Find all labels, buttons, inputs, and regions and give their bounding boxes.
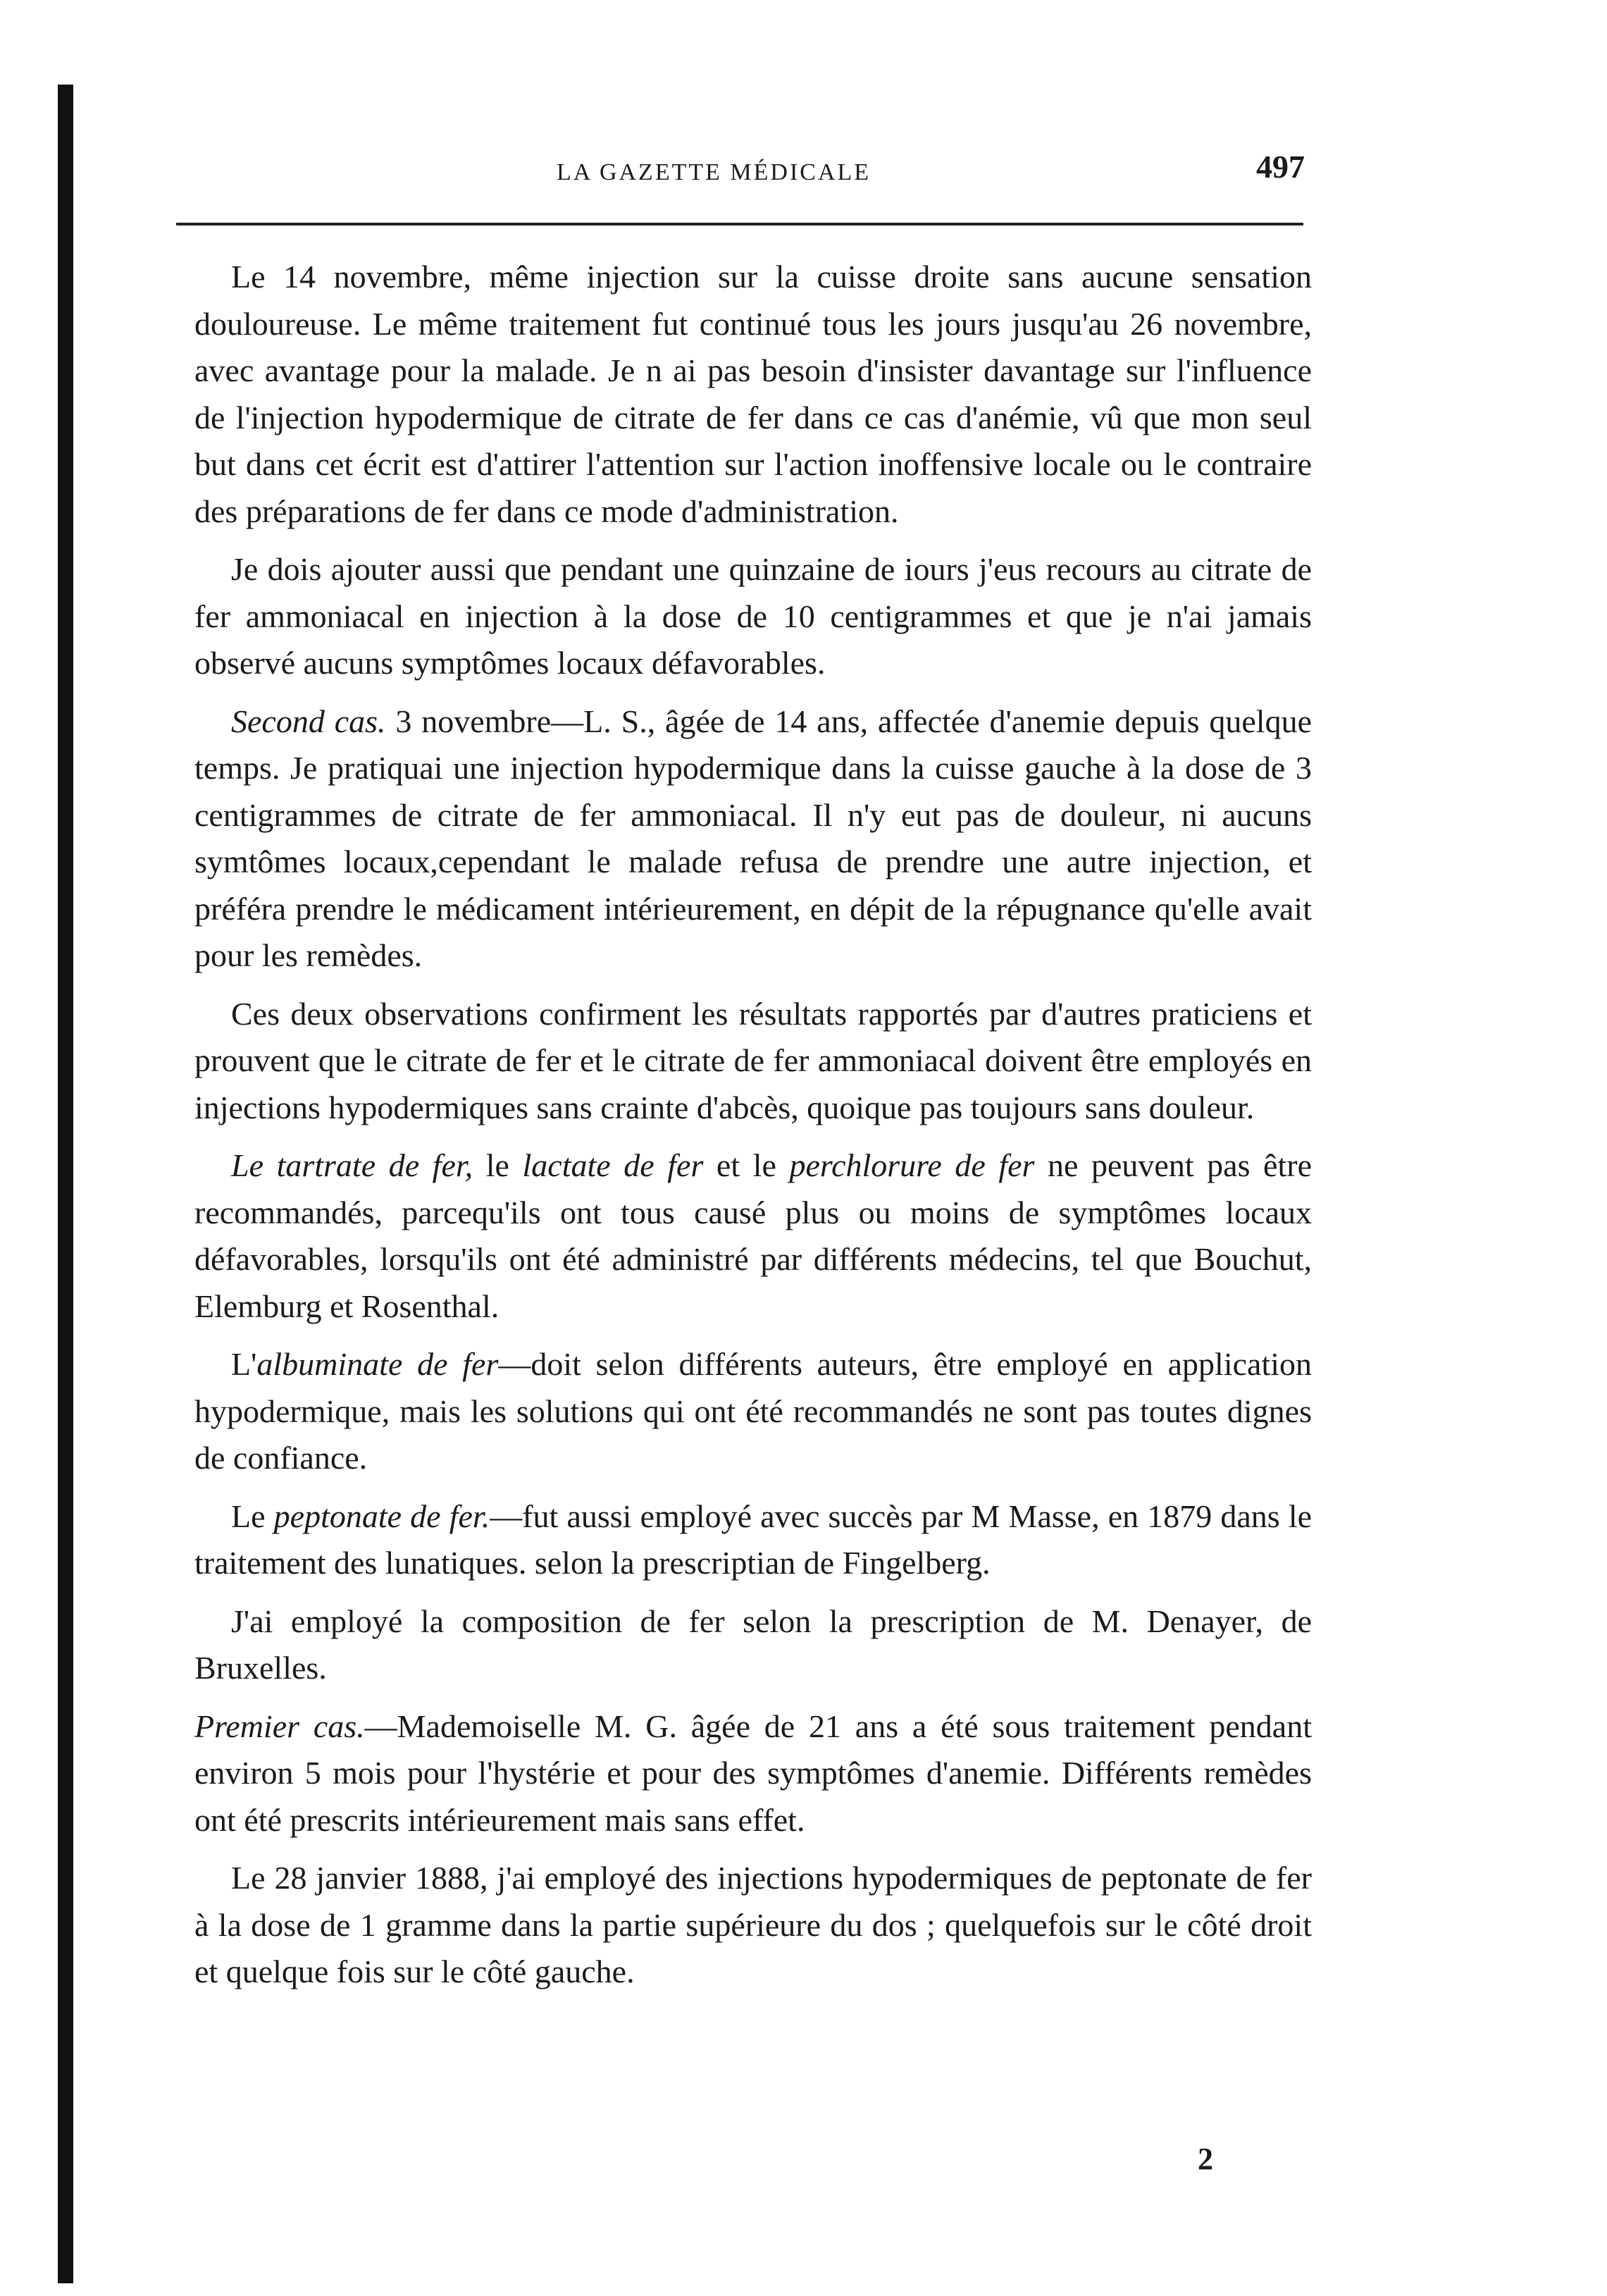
compound-name: albuminate de fer	[256, 1346, 499, 1382]
case-heading: Second cas.	[231, 703, 386, 739]
paragraph-8	[194, 1598, 1312, 1692]
paragraph-4	[194, 991, 1312, 1132]
paragraph-text: J'ai employé la composition de fer selon la prescription de M. Denayer, de Bruxelles.	[194, 1603, 1312, 1686]
paragraph-text: —fut aussi employé avec succès par M Masse, en 1879 dans le traitement des lunatiques. selon la prescriptian de Fingelberg.	[194, 1498, 1313, 1581]
paragraph-text: ne peuvent pas être recommandés, parcequ'ils ont tous causé plus ou moins de symptômes locaux défavorables, lorsqu'ils ont été administré par différents médecins, tel que Bouchut, Elemburg et Rosenthal.	[194, 1147, 1312, 1324]
paragraph-9	[194, 1703, 1312, 1844]
running-title: LA GAZETTE MÉDICALE	[557, 159, 871, 185]
compound-name: peptonate de fer.	[273, 1498, 490, 1534]
compound-name: perchlorure de fer	[789, 1147, 1035, 1183]
compound-name: Le tartrate de fer,	[231, 1147, 473, 1183]
paragraph-5	[194, 1142, 1312, 1330]
case-heading: Premier cas.	[194, 1708, 365, 1744]
header-rule	[176, 223, 1303, 226]
connector-text: le	[473, 1147, 523, 1183]
binding-edge	[58, 85, 73, 2283]
sheet-number: 2	[1198, 2142, 1213, 2176]
article-text: Le	[231, 1498, 274, 1534]
connector-text: et le	[703, 1147, 790, 1183]
paragraph-7	[194, 1493, 1312, 1587]
paragraph-text: 3 novembre—L. S., âgée de 14 ans, affectée d'anemie depuis quelque temps. Je pratiquai une injection hypodermique dans la cuisse gauche à la dose de 3 centigrammes de citrate de fer ammoniacal. Il n'y eut pas de douleur, ni aucuns symtômes locaux,cependant le malade refusa de prendre une autre injection, et préféra prendre le médicament intérieurement, en dépit de la répugnance qu'elle avait pour les remèdes.	[194, 703, 1312, 973]
paragraph-text: Ces deux observations confirment les résultats rapportés par d'autres praticiens et prouvent que le citrate de fer et le citrate de fer ammoniacal doivent être employés en injections hypodermiques sans crainte d'abcès, quoique pas toujours sans douleur.	[194, 995, 1312, 1125]
body-text	[194, 254, 1312, 2007]
paragraph-text: Je dois ajouter aussi que pendant une quinzaine de iours j'eus recours au citrate de fer ammoniacal en injection à la dose de 10 centigrammes et que je n'ai jamais observé aucuns symptômes locaux défavorables.	[194, 551, 1312, 681]
compound-name: lactate de fer	[522, 1147, 704, 1183]
paragraph-2	[194, 546, 1312, 687]
page-number: 497	[1256, 149, 1305, 185]
paragraph-3	[194, 698, 1312, 980]
paragraph-text: —Mademoiselle M. G. âgée de 21 ans a été sous traitement pendant environ 5 mois pour l'hystérie et pour des symptômes d'anemie. Différents remèdes ont été prescrits intérieurement mais sans effet.	[194, 1708, 1312, 1838]
page-header	[176, 138, 1303, 209]
paragraph-text: Le 28 janvier 1888, j'ai employé des injections hypodermiques de peptonate de fer à la dose de 1 gramme dans la partie supérieure du dos ; quelquefois sur le côté droit et quelque fois sur le côté gauche.	[194, 1860, 1312, 1989]
paragraph-text: —doit selon différents auteurs, être employé en application hypodermique, mais les solutions qui ont été recommandés ne sont pas toutes dignes de confiance.	[194, 1346, 1313, 1476]
paragraph-text: Le 14 novembre, même injection sur la cuisse droite sans aucune sensation douloureuse. Le même traitement fut continué tous les jours jusqu'au 26 novembre, avec avantage pour la malade. Je n ai pas besoin d'insister davantage sur l'influence de l'injection hypodermique de citrate de fer dans ce cas d'anémie, vû que mon seul but dans cet écrit est d'attirer l'attention sur l'action inoffensive locale ou le contraire des préparations de fer dans ce mode d'administration.	[194, 259, 1312, 529]
paragraph-1	[194, 254, 1312, 535]
paragraph-10	[194, 1855, 1312, 1996]
paragraph-6	[194, 1341, 1312, 1482]
article-text: L'	[231, 1346, 257, 1382]
